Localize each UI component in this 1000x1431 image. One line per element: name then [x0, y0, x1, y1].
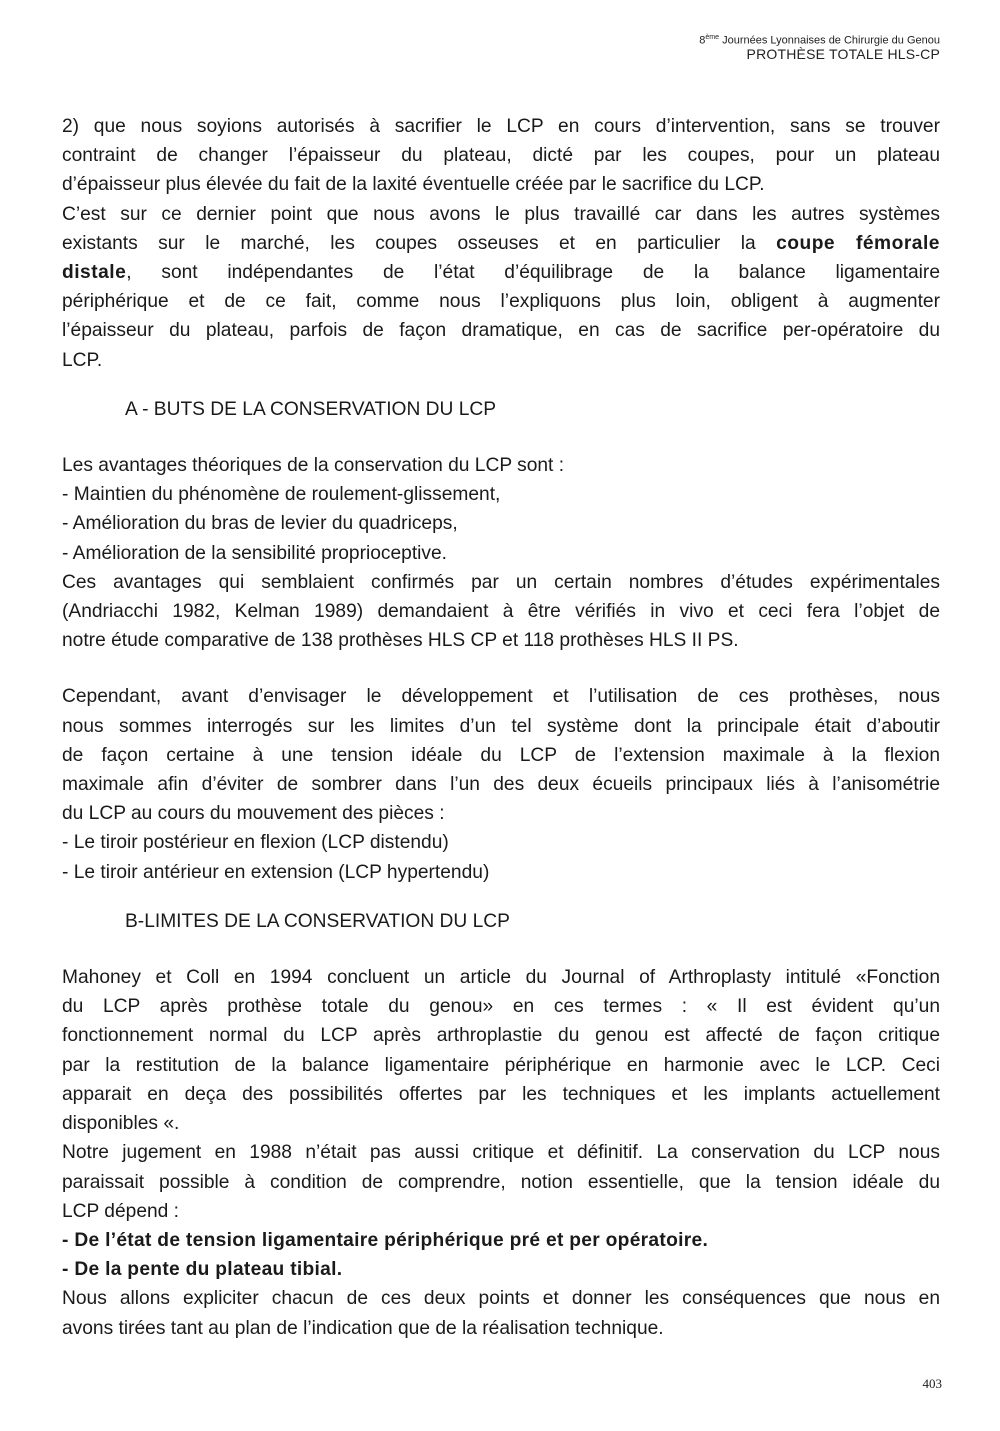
text-line: LCP.: [62, 349, 103, 371]
bold-point-slope: - De la pente du plateau tibial.: [62, 1259, 343, 1281]
text-line: du LCP après prothèse totale du genou» en ces termes : « Il est évident qu’un: [62, 996, 940, 1018]
chapter-title: PROTHÈSE TOTALE HLS-CP: [746, 45, 940, 62]
text-line: l’épaisseur du plateau, parfois de façon dramatique, en cas de sacrifice per-opératoire du: [62, 320, 940, 342]
text-line: (Andriacchi 1982, Kelman 1989) demandaient à être vérifiés in vivo et ceci fera l’objet de: [62, 601, 940, 623]
text-line: existants sur le marché, les coupes osseuses et en particulier la coupe fémorale: [62, 232, 940, 254]
advantages-list: [62, 480, 940, 568]
text-line: distale, sont indépendantes de l’état d’équilibrage de la balance ligamentaire: [62, 262, 940, 284]
text-line: maximale afin d’éviter de sombrer dans l’un des deux écueils principaux liés à l’anisométrie: [62, 774, 940, 796]
text-line: Cependant, avant d’envisager le développement et l’utilisation de ces prothèses, nous: [62, 686, 940, 708]
text-line: Les avantages théoriques de la conservation du LCP sont :: [62, 455, 565, 477]
list-item: - Maintien du phénomène de roulement-glissement,: [62, 484, 501, 506]
text-line: notre étude comparative de 138 prothèses HLS CP et 118 prothèses HLS II PS.: [62, 630, 739, 652]
emphasis-text: distale: [62, 262, 127, 284]
text-line: disponibles «.: [62, 1113, 180, 1135]
section-heading-a: A - BUTS DE LA CONSERVATION DU LCP: [125, 398, 497, 420]
text-line: C’est sur ce dernier point que nous avons le plus travaillé car dans les autres systèmes: [62, 203, 940, 225]
paragraph-mahoney: [62, 963, 940, 1343]
emphasis-text: coupe fémorale: [776, 232, 940, 254]
paragraph-intro: [62, 112, 940, 375]
text-line: Mahoney et Coll en 1994 concluent un article du Journal of Arthroplasty intitulé «Fonction: [62, 967, 940, 989]
text-line: paraissait possible à condition de comprendre, notion essentielle, que la tension idéale du: [62, 1171, 940, 1193]
page-number: 403: [922, 1376, 942, 1391]
list-item: - Amélioration du bras de levier du quadriceps,: [62, 513, 458, 535]
bold-point-tension: - De l’état de tension ligamentaire périphérique pré et per opératoire.: [62, 1229, 709, 1251]
text-line: 2) que nous soyions autorisés à sacrifier le LCP en cours d’intervention, sans se trouver: [62, 116, 940, 137]
text-line: Notre jugement en 1988 n’était pas aussi critique et définitif. La conservation du LCP nous: [62, 1142, 940, 1164]
text-line: d’épaisseur plus élevée du fait de la laxité éventuelle créée par le sacrifice du LCP.: [62, 174, 765, 196]
pitfalls-list: [62, 828, 940, 886]
section-heading-b: B-LIMITES DE LA CONSERVATION DU LCP: [125, 910, 510, 932]
text-line: avons tirées tant au plan de l’indication que de la réalisation technique.: [62, 1317, 664, 1339]
paragraph-limits-intro: [62, 682, 940, 886]
text-line: nous sommes interrogés sur les limites d’un tel système dont la principale était d’aboutir: [62, 715, 940, 737]
list-item: - Le tiroir postérieur en flexion (LCP distendu): [62, 832, 449, 854]
text-line: périphérique et de ce fait, comme nous l’expliquons plus loin, obligent à augmenter: [62, 291, 940, 313]
list-item: - Le tiroir antérieur en extension (LCP hypertendu): [62, 861, 490, 883]
page-body: [62, 112, 940, 1343]
text-line: Nous allons expliciter chacun de ces deux points et donner les conséquences que nous en: [62, 1288, 940, 1310]
text-line: fonctionnement normal du LCP après arthroplastie du genou est affecté de façon critique: [62, 1025, 940, 1047]
text-line: du LCP au cours du mouvement des pièces :: [62, 803, 445, 825]
text-line: par la restitution de la balance ligamentaire périphérique en harmonie avec le LCP. Ceci: [62, 1054, 940, 1076]
paragraph-advantages: [62, 451, 940, 655]
running-header: [699, 34, 940, 62]
text-line: de façon certaine à une tension idéale du LCP de l’extension maximale à la flexion: [62, 744, 940, 766]
text-line: LCP dépend :: [62, 1200, 179, 1222]
text-line: Ces avantages qui semblaient confirmés par un certain nombres d’études expérimentales: [62, 571, 940, 593]
text-line: contraint de changer l’épaisseur du plateau, dicté par les coupes, pour un plateau: [62, 145, 940, 167]
list-item: - Amélioration de la sensibilité proprioceptive.: [62, 542, 448, 564]
text-line: apparait en deça des possibilités offertes par les techniques et les implants actuellement: [62, 1083, 940, 1105]
conference-title: 8ème Journées Lyonnaises de Chirurgie du Genou: [699, 34, 940, 47]
